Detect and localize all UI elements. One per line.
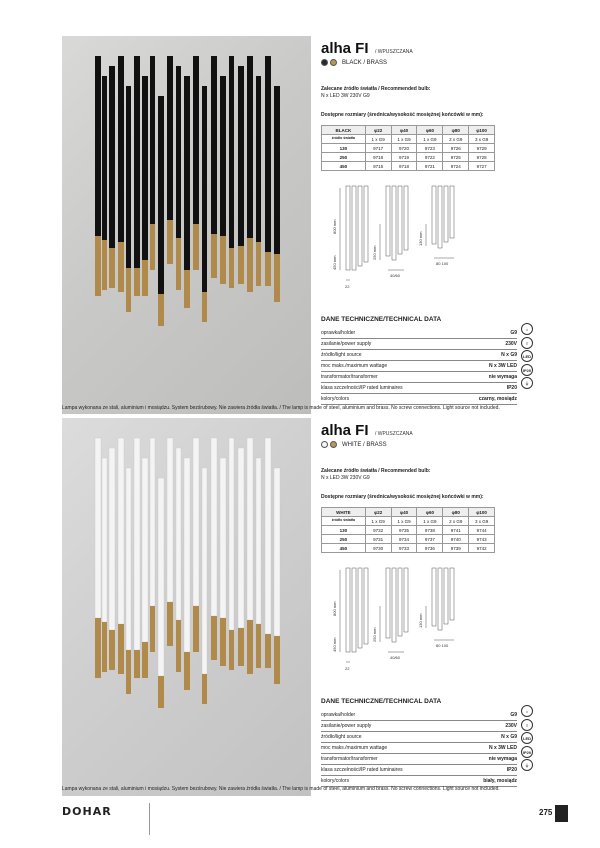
dim-label: 800 mm — [332, 219, 337, 234]
tech-label: źródło/light source — [321, 352, 362, 358]
tech-data-title: DANE TECHNICZNE/TECHNICAL DATA — [321, 316, 442, 323]
footer-divider — [149, 803, 150, 835]
table-cell: 1 x G9 — [365, 135, 391, 144]
sizes-title: Dostępne rozmiary (średnica/wysokość mosiężnej końcówki w mm): — [321, 494, 484, 500]
table-cell: 9728 — [469, 153, 495, 162]
dim-label: 250 mm — [372, 627, 377, 642]
tech-data-title: DANE TECHNICZNE/TECHNICAL DATA — [321, 698, 442, 705]
table-cell: 9735 — [391, 526, 417, 535]
tech-row — [321, 328, 517, 339]
table-cell: 9743 — [469, 535, 495, 544]
brass-end — [184, 270, 190, 308]
bulb-label: Zalecane źródło światła / Recommended bulb: — [321, 86, 431, 92]
tech-row — [321, 383, 517, 394]
tech-label: moc maks./maximum wattage — [321, 745, 388, 751]
tech-value: 230V — [505, 723, 517, 729]
brass-end — [220, 236, 226, 284]
product-title: alha FI — [321, 40, 369, 57]
lamp-tube — [247, 438, 253, 620]
brass-end — [265, 252, 271, 286]
dim-label: 40/60 — [390, 655, 401, 660]
lamp-tube — [184, 458, 190, 652]
lamp-tube — [118, 438, 124, 624]
lamp-tube — [265, 438, 271, 634]
table-cell: 1 x G9 — [391, 135, 417, 144]
brass-end — [134, 650, 140, 678]
color-variant — [321, 441, 387, 448]
tech-value: N x G9 — [501, 352, 517, 358]
lamp-tube — [102, 458, 107, 622]
brass-end — [142, 642, 148, 678]
bulb-value: N x LED 3W 230V G9 — [321, 475, 370, 481]
brass-end — [238, 246, 244, 284]
color-label: BLACK / BRASS — [342, 59, 388, 66]
table-cell: 130 — [322, 144, 366, 153]
table-cell: 9740 — [443, 535, 469, 544]
lamp-tube — [167, 56, 173, 220]
table-row — [322, 162, 495, 171]
color-dot-icon — [321, 441, 328, 448]
lamp-tube — [109, 66, 115, 248]
lamp-tube — [126, 468, 131, 650]
table-cell: 1 x G9 — [417, 135, 443, 144]
table-cell: φ40 — [391, 508, 417, 517]
page-number: 275 — [539, 808, 553, 817]
lamp-tube — [95, 438, 101, 618]
dim-label: 130 mm — [418, 613, 423, 628]
product-title: alha FI — [321, 422, 369, 439]
product-subtype: / WPUSZCZANA — [374, 49, 413, 55]
led-bulb-icon: LED — [521, 350, 533, 362]
tech-row — [321, 350, 517, 361]
brass-end — [274, 254, 280, 302]
dim-label: 450 mm — [332, 637, 337, 652]
table-row — [322, 544, 495, 553]
lamp-tube — [150, 56, 155, 224]
table-cell: 9744 — [469, 526, 495, 535]
table-cell: 9725 — [443, 153, 469, 162]
table-cell: 9733 — [391, 544, 417, 553]
brass-end — [126, 268, 131, 312]
lamp-tube — [142, 76, 148, 260]
tech-label: moc maks./maximum wattage — [321, 363, 388, 369]
tech-label: transformator/transformer — [321, 374, 378, 380]
lamp-tube — [134, 438, 140, 650]
brass-end — [202, 292, 207, 322]
ground-earth-icon: ⏚ — [521, 759, 533, 771]
table-cell: 9730 — [365, 544, 391, 553]
lamp-tube — [109, 448, 115, 630]
table-cell: 9723 — [417, 144, 443, 153]
brass-end — [95, 236, 101, 296]
table-cell: WHITE — [322, 508, 366, 517]
table-row — [322, 535, 495, 544]
table-cell: 1 x G9 — [365, 517, 391, 526]
lamp-illustration — [62, 36, 311, 414]
lamp-tube — [229, 438, 234, 630]
tech-value: N x 3W LED — [488, 363, 517, 369]
tech-data-list — [321, 710, 517, 787]
table-cell: φ40 — [391, 126, 417, 135]
brass-end — [109, 248, 115, 288]
table-cell: 250 — [322, 153, 366, 162]
product-title-row — [321, 40, 413, 58]
brass-end — [142, 260, 148, 296]
lamp-tube — [274, 468, 280, 636]
lamp-tube — [176, 448, 181, 620]
lamp-tube — [247, 56, 253, 238]
table-cell: 9729 — [469, 144, 495, 153]
brass-end — [150, 224, 155, 270]
brass-end — [256, 242, 261, 286]
table-cell: BLACK — [322, 126, 366, 135]
brass-end — [176, 620, 181, 672]
table-cell: 250 — [322, 535, 366, 544]
table-cell: 9715 — [365, 162, 391, 171]
brass-end — [184, 652, 190, 690]
table-header-row — [322, 508, 495, 517]
brass-end — [150, 606, 155, 652]
tech-value: IP20 — [506, 767, 517, 773]
brass-end — [265, 634, 271, 668]
ip20-icon: IP20 — [521, 364, 533, 376]
tech-row — [321, 361, 517, 372]
table-cell: źródło światła — [322, 135, 366, 144]
table-cell: φ100 — [469, 126, 495, 135]
power-supply-icon: ≡ — [521, 719, 533, 731]
dim-label: 40/60 — [390, 273, 401, 278]
lamp-tube — [256, 76, 261, 242]
table-cell: 9717 — [365, 144, 391, 153]
table-cell: 9736 — [417, 544, 443, 553]
table-cell: 9727 — [469, 162, 495, 171]
lamp-tube — [158, 96, 164, 294]
tech-value: IP20 — [506, 385, 517, 391]
power-supply-icon: ≡ — [521, 337, 533, 349]
table-cell: 9718 — [391, 162, 417, 171]
dim-label: 22 — [345, 284, 350, 289]
table-cell: 9737 — [417, 535, 443, 544]
table-row — [322, 153, 495, 162]
tech-value: nie wymaga — [488, 756, 517, 762]
tech-label: transformator/transformer — [321, 756, 378, 762]
tech-label: kolory/colors — [321, 778, 350, 784]
table-cell: 450 — [322, 162, 366, 171]
lamp-tube — [211, 56, 217, 234]
dim-label: 800 mm — [332, 601, 337, 616]
table-cell: φ80 — [443, 126, 469, 135]
lamp-tube — [193, 56, 199, 224]
lamp-tube — [184, 76, 190, 270]
brass-end — [102, 240, 107, 290]
tech-value: biały, mosiądz — [483, 778, 517, 784]
lamp-tube — [202, 86, 207, 292]
dim-label: 130 mm — [418, 231, 423, 246]
brand-logo: DOHAR — [62, 805, 112, 818]
table-row — [322, 144, 495, 153]
ceiling-mount-icon: ⌂ — [521, 705, 533, 717]
lamp-tube — [202, 468, 207, 674]
tech-label: oprawka/holder — [321, 330, 356, 336]
table-cell: φ22 — [365, 508, 391, 517]
table-cell: 9732 — [365, 526, 391, 535]
brass-end — [211, 234, 217, 278]
table-row — [322, 135, 495, 144]
table-cell: 1 x G9 — [417, 517, 443, 526]
brass-end — [238, 628, 244, 666]
table-cell: 9738 — [417, 526, 443, 535]
brass-end — [176, 238, 181, 290]
tech-value: G9 — [510, 712, 517, 718]
brass-end — [95, 618, 101, 678]
dim-label: 250 mm — [372, 245, 377, 260]
tech-value: N x G9 — [501, 734, 517, 740]
dimension-drawing — [324, 566, 474, 676]
tech-row — [321, 754, 517, 765]
table-cell: 9741 — [443, 526, 469, 535]
brass-end — [274, 636, 280, 684]
table-cell: 9724 — [443, 162, 469, 171]
table-row — [322, 526, 495, 535]
page-marker — [555, 805, 568, 822]
tech-row — [321, 710, 517, 721]
brass-end — [126, 650, 131, 694]
table-cell: 2 x G9 — [443, 517, 469, 526]
table-cell: 9721 — [417, 162, 443, 171]
table-cell: 130 — [322, 526, 366, 535]
table-cell: 9719 — [391, 153, 417, 162]
tech-value: 230V — [505, 341, 517, 347]
brass-end — [229, 248, 234, 288]
product-photo — [62, 36, 311, 414]
lamp-tube — [176, 66, 181, 238]
dim-label: 80 100 — [436, 261, 449, 266]
table-cell: φ80 — [443, 508, 469, 517]
table-cell: φ60 — [417, 508, 443, 517]
table-cell: φ60 — [417, 126, 443, 135]
table-cell: 2 x G9 — [443, 135, 469, 144]
tech-data-list — [321, 328, 517, 405]
product-title-row — [321, 422, 413, 440]
sizes-title: Dostępne rozmiary (średnica/wysokość mosiężnej końcówki w mm): — [321, 112, 484, 118]
lamp-illustration — [62, 418, 311, 796]
brass-end — [193, 224, 199, 270]
lamp-tube — [118, 56, 124, 242]
table-cell: 450 — [322, 544, 366, 553]
tech-label: kolory/colors — [321, 396, 350, 402]
table-cell: 9726 — [443, 144, 469, 153]
table-cell: φ100 — [469, 508, 495, 517]
brass-end — [109, 630, 115, 670]
table-cell: 1 x G9 — [391, 517, 417, 526]
lamp-tube — [102, 76, 107, 240]
lamp-tube — [229, 56, 234, 248]
color-dot-icon — [321, 59, 328, 66]
product-photo — [62, 418, 311, 796]
lamp-tube — [150, 438, 155, 606]
brass-end — [158, 294, 164, 326]
table-cell: 9720 — [391, 144, 417, 153]
table-cell: φ22 — [365, 126, 391, 135]
lamp-tube — [193, 438, 199, 606]
brass-end — [202, 674, 207, 704]
tech-row — [321, 765, 517, 776]
table-cell: 9722 — [417, 153, 443, 162]
brass-end — [211, 616, 217, 660]
table-cell: źródło światła — [322, 517, 366, 526]
product-subtype: / WPUSZCZANA — [374, 431, 413, 437]
bulb-label: Zalecane źródło światła / Recommended bulb: — [321, 468, 431, 474]
lamp-tube — [134, 56, 140, 268]
bulb-value: N x LED 3W 230V G9 — [321, 93, 370, 99]
recommended-bulb — [321, 468, 430, 482]
brass-end — [229, 630, 234, 670]
brass-end — [102, 622, 107, 672]
lamp-tube — [126, 86, 131, 268]
tech-row — [321, 394, 517, 405]
brass-end — [134, 268, 140, 296]
recommended-bulb — [321, 86, 430, 100]
ceiling-mount-icon: ⌂ — [521, 323, 533, 335]
material-note: Lampa wykonana ze stali, aluminium i mosiądzu. System bezśrubowy. Nie zawiera źródła światła. / The lamp is made of steel, aluminium and brass. No screw connections. Light source not included. — [62, 405, 500, 411]
dim-label: 22 — [345, 666, 350, 671]
lamp-tube — [238, 448, 244, 628]
color-dot-icon — [330, 441, 337, 448]
brass-end — [118, 624, 124, 674]
tech-row — [321, 732, 517, 743]
brass-end — [167, 602, 173, 646]
spec-icons — [521, 705, 535, 773]
tech-row — [321, 372, 517, 383]
tech-row — [321, 743, 517, 754]
sizes-table — [321, 507, 495, 553]
brass-end — [167, 220, 173, 264]
tech-value: N x 3W LED — [488, 745, 517, 751]
lamp-tube — [256, 458, 261, 624]
table-cell: 9739 — [443, 544, 469, 553]
lamp-tube — [274, 86, 280, 254]
tech-label: źródło/light source — [321, 734, 362, 740]
ip20-icon: IP20 — [521, 746, 533, 758]
tech-label: klasa szczelności/IP rated luminaires — [321, 385, 403, 391]
brass-end — [193, 606, 199, 652]
color-dot-icon — [330, 59, 337, 66]
tech-value: nie wymaga — [488, 374, 517, 380]
dim-label: 80 100 — [436, 643, 449, 648]
table-cell: 9718 — [365, 153, 391, 162]
sizes-table — [321, 125, 495, 171]
color-label: WHITE / BRASS — [342, 441, 387, 448]
lamp-tube — [220, 458, 226, 618]
tech-label: zasilanie/power supply — [321, 723, 372, 729]
table-cell: 9742 — [469, 544, 495, 553]
lamp-tube — [220, 76, 226, 236]
table-cell: 3 x G9 — [469, 135, 495, 144]
led-bulb-icon: LED — [521, 732, 533, 744]
color-variant — [321, 59, 387, 66]
lamp-tube — [95, 56, 101, 236]
tech-value: czarny, mosiądz — [478, 396, 517, 402]
spec-icons — [521, 323, 535, 391]
table-cell: 9731 — [365, 535, 391, 544]
brass-end — [158, 676, 164, 708]
table-cell: 3 x G9 — [469, 517, 495, 526]
tech-label: zasilanie/power supply — [321, 341, 372, 347]
lamp-tube — [211, 438, 217, 616]
tech-label: oprawka/holder — [321, 712, 356, 718]
table-row — [322, 517, 495, 526]
lamp-tube — [265, 56, 271, 252]
material-note: Lampa wykonana ze stali, aluminium i mosiądzu. System bezśrubowy. Nie zawiera źródła światła. / The lamp is made of steel, aluminium and brass. No screw connections. Light source not included. — [62, 786, 500, 792]
brass-end — [247, 620, 253, 674]
brass-end — [247, 238, 253, 292]
lamp-tube — [158, 478, 164, 676]
table-cell: 9734 — [391, 535, 417, 544]
brass-end — [220, 618, 226, 666]
table-header-row — [322, 126, 495, 135]
brass-end — [256, 624, 261, 668]
tech-row — [321, 721, 517, 732]
lamp-tube — [142, 458, 148, 642]
dimension-drawing — [324, 184, 474, 294]
ground-earth-icon: ⏚ — [521, 377, 533, 389]
brass-end — [118, 242, 124, 292]
tech-label: klasa szczelności/IP rated luminaires — [321, 767, 403, 773]
dim-label: 450 mm — [332, 255, 337, 270]
tech-value: G9 — [510, 330, 517, 336]
lamp-tube — [167, 438, 173, 602]
tech-row — [321, 339, 517, 350]
lamp-tube — [238, 66, 244, 246]
